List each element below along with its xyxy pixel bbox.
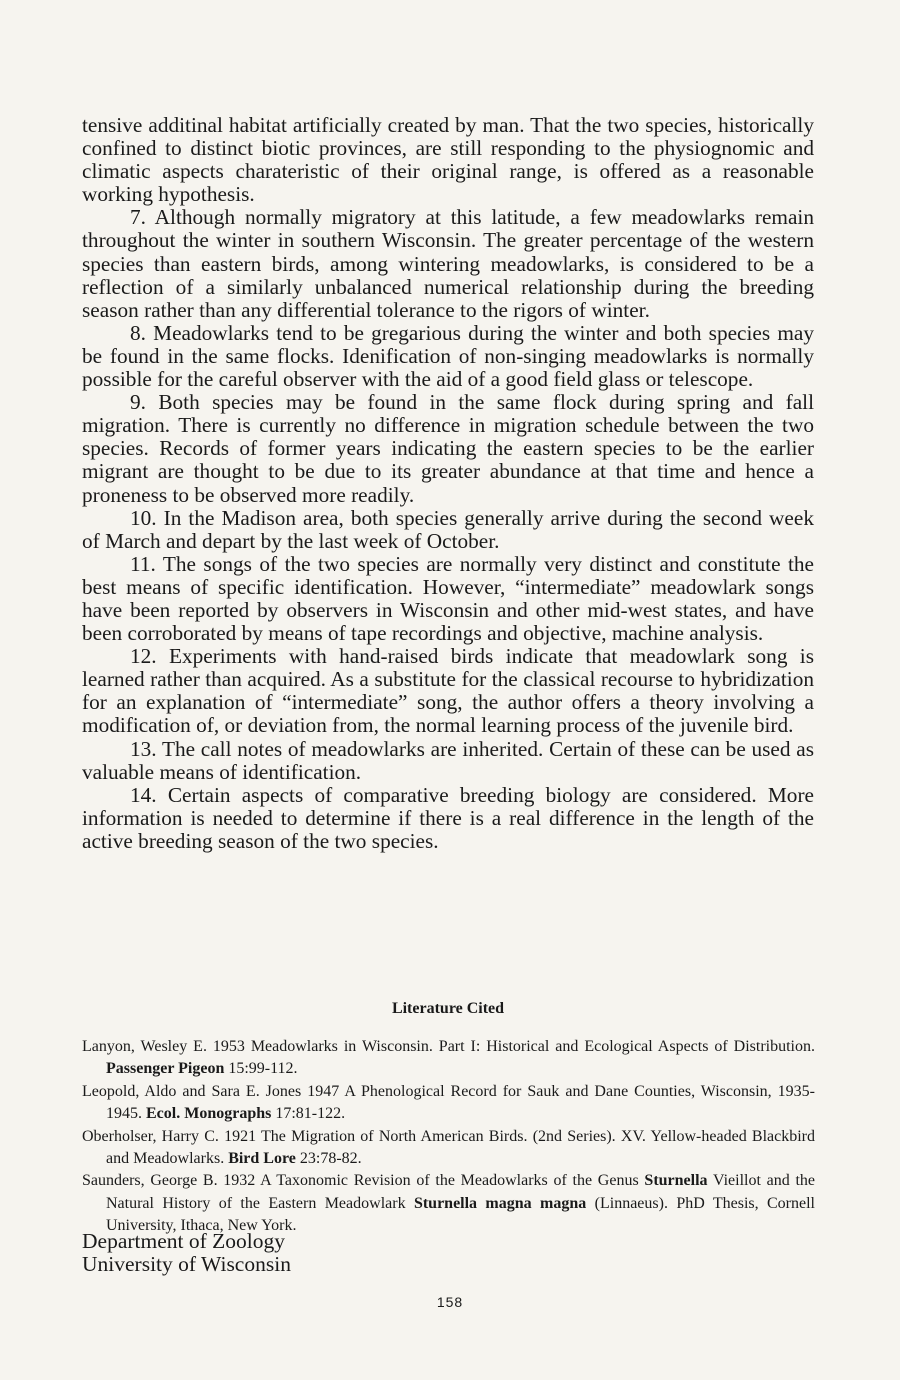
paragraph-item-11: 11. The songs of the two species are normally very distinct and constitute the best means of specific identification. However, “intermediate” meadowlark songs have been reported by observers in Wisconsin and other mid-west states, and have been corroborated by means of tape recordings and objective, machine analysis. bbox=[82, 551, 814, 646]
department-line: Department of Zoology bbox=[82, 1229, 286, 1253]
paragraph-continuation: tensive additinal habitat artificially created by man. That the two species, historically confined to distinct biotic provinces, are still responding to the physiognomic and climatic aspects charateristic of their original range, is offered as a reasonable working hypothesis. bbox=[82, 113, 814, 207]
author-affiliation bbox=[82, 1230, 582, 1276]
reference-saunders bbox=[82, 1170, 815, 1237]
journal-title: Bird Lore bbox=[228, 1150, 296, 1168]
paragraph-item-9: 9. Both species may be found in the same flock during spring and fall migration. There is currently no difference in migration schedule between the two species. Records of former years indicating the eastern species to be the earlier migrant are thought to be due to its greater abundance at that time and hence a proneness to be observed more readily. bbox=[82, 390, 814, 507]
reference-text: Oberholser, Harry C. 1921 The Migration of North American Birds. (2nd Series). XV. Yellow-headed Blackbird and Meadowlarks. bbox=[82, 1127, 815, 1168]
species-name: Sturnella magna magna bbox=[413, 1194, 587, 1212]
reference-citation: 23:78-82. bbox=[295, 1150, 362, 1168]
reference-citation: 15:99-112. bbox=[224, 1060, 298, 1078]
reference-text: Saunders, George B. 1932 A Taxonomic Revision of the Meadowlarks of the Genus bbox=[82, 1172, 645, 1190]
reference-citation: (Linnaeus). PhD Thesis, Cornell University, Ithaca, New York. bbox=[106, 1194, 815, 1235]
reference-citation: 17:81-122. bbox=[271, 1105, 346, 1123]
reference-list bbox=[82, 1036, 815, 1238]
paragraph-item-14: 14. Certain aspects of comparative breeding biology are considered. More information is needed to determine if there is a real difference in the length of the active breeding season of the two species. bbox=[82, 782, 814, 853]
paragraph-item-12: 12. Experiments with hand-raised birds indicate that meadowlark song is learned rather than acquired. As a substitute for the classical recourse to hybridization for an explanation of “intermediate” song, the author offers a theory involving a modification of, or deviation from, the normal learning process of the juvenile bird. bbox=[82, 644, 814, 738]
paragraph-item-13: 13. The call notes of meadowlarks are inherited. Certain of these can be used as valuable means of identification. bbox=[82, 736, 814, 784]
summary-body bbox=[82, 114, 814, 853]
reference-text: Lanyon, Wesley E. 1953 Meadowlarks in Wisconsin. Part I: Historical and Ecological Aspects of Distribution. bbox=[82, 1038, 815, 1055]
reference-lanyon bbox=[82, 1036, 815, 1081]
genus-name: Sturnella bbox=[644, 1172, 708, 1190]
reference-text: Leopold, Aldo and Sara E. Jones 1947 A Phenological Record for Sauk and Dane Counties, Wisconsin, 1935-1945. bbox=[82, 1082, 815, 1123]
journal-title: Passenger Pigeon bbox=[106, 1060, 225, 1078]
paragraph-item-7: 7. Although normally migratory at this latitude, a few meadowlarks remain throughout the winter in southern Wisconsin. The greater percentage of the western species than eastern birds, among wintering meadowlarks, is considered to be a reflection of a similarly unbalanced numerical relationship during the breeding season rather than any differential tolerance to the rigors of winter. bbox=[82, 205, 814, 322]
reference-leopold bbox=[82, 1081, 815, 1126]
reference-oberholser bbox=[82, 1126, 815, 1171]
journal-title: Ecol. Monographs bbox=[146, 1105, 272, 1123]
paragraph-item-8: 8. Meadowlarks tend to be gregarious during the winter and both species may be found in the same flocks. Idenification of non-singing meadowlarks is normally possible for the careful observer with the aid of a good field glass or telescope. bbox=[82, 320, 814, 392]
literature-cited-heading: Literature Cited bbox=[391, 1000, 505, 1017]
paragraph-item-10: 10. In the Madison area, both species generally arrive during the second week of March and depart by the last week of October. bbox=[82, 505, 814, 553]
reference-text-middle: Vieillot and the Natural History of the Eastern Meadowlark bbox=[106, 1172, 816, 1212]
university-line: University of Wisconsin bbox=[82, 1252, 291, 1276]
page-number: 158 bbox=[436, 1294, 464, 1310]
